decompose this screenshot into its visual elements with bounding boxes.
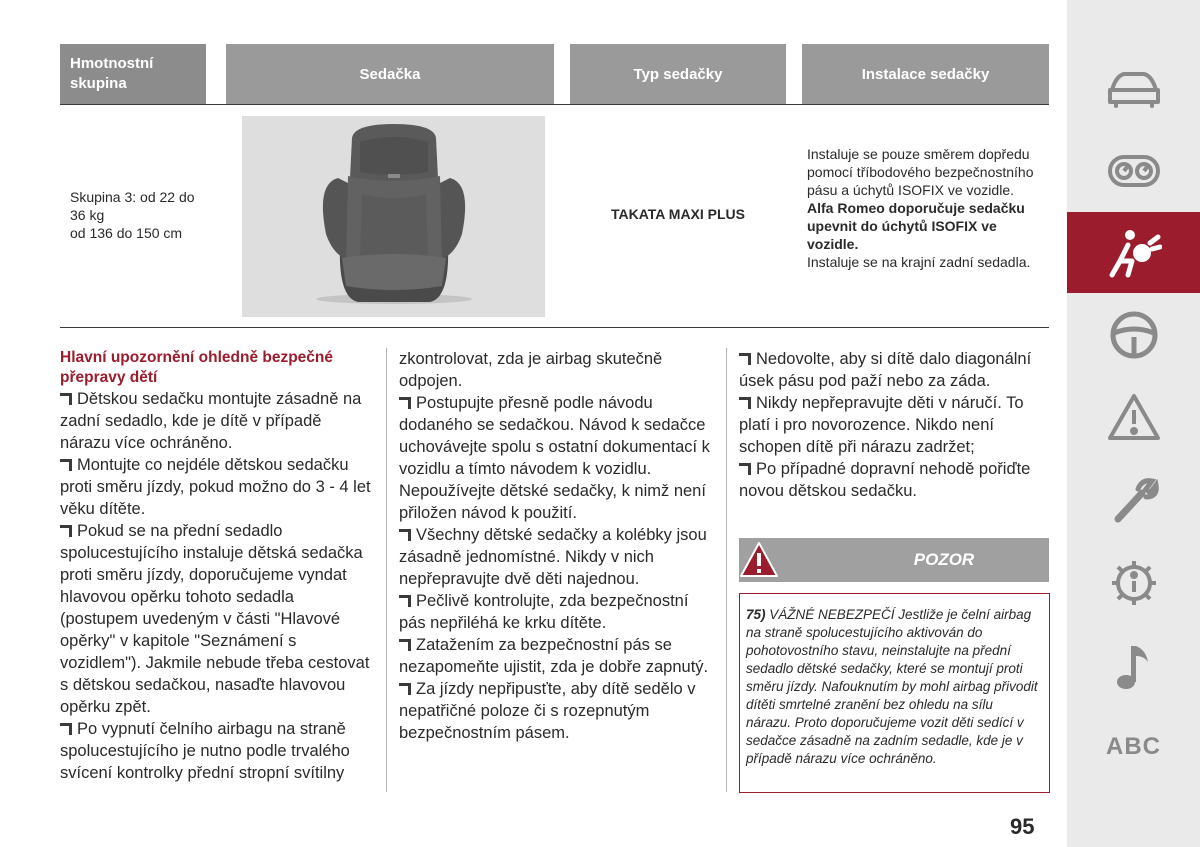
checkbox-bullet-icon	[60, 459, 72, 471]
steering-wheel-icon[interactable]	[1067, 294, 1200, 375]
bullet-paragraph: Za jízdy nepřipusťte, aby dítě sedělo v nepatřičné poloze či s rozepnutým bezpečnostním pásem.	[399, 680, 696, 742]
seat-type-cell: TAKATA MAXI PLUS	[610, 206, 746, 222]
checkbox-bullet-icon	[739, 463, 751, 475]
bullet-paragraph: Pečlivě kontrolujte, zda bezpečnostní pás nepřiléhá ke krku dítěte.	[399, 592, 689, 632]
dashboard-icon[interactable]	[1067, 130, 1200, 211]
table-header-seat	[226, 44, 554, 104]
child-seat-image	[242, 116, 545, 317]
checkbox-bullet-icon	[60, 525, 72, 537]
checkbox-bullet-icon	[399, 639, 411, 651]
table-bottom-rule	[60, 327, 1049, 328]
checkbox-bullet-icon	[399, 529, 411, 541]
warning-title: POZOR	[913, 550, 975, 569]
music-note-icon[interactable]	[1067, 625, 1200, 706]
install-recommendation: Alfa Romeo doporučuje sedačku upevnit do úchytů ISOFIX ve vozidle.	[807, 200, 1025, 252]
checkbox-bullet-icon	[60, 393, 72, 405]
warning-number: 75)	[746, 607, 766, 622]
airbag-seat-icon[interactable]	[1067, 212, 1200, 293]
header-label: Instalace sedačky	[861, 65, 990, 83]
bullet-paragraph: Nikdy nepřepravujte děti v náručí. To platí i pro novorozence. Nikdo není schopen dítě při nárazu zadržet;	[739, 394, 1024, 456]
table-header-weight-group	[60, 44, 206, 104]
bullet-paragraph: Nedovolte, aby si dítě dalo diagonální úsek pásu pod paží nebo za záda.	[739, 350, 1032, 390]
warning-triangle-icon	[739, 540, 779, 585]
bullet-paragraph: Pokud se na přední sedadlo spolucestujícího instaluje dětská sedačka proti směru jízdy, doporučujeme vyndat hlavovou opěrku tohoto sedadla (postupem uvedeným v části "Hlavové opěrky" v kapitole "Seznámení s vozidlem"). Jakmile nebude třeba cestovat s dětskou sedačkou, nasaďte hlavovou opěrku zpět.	[60, 522, 370, 716]
car-icon[interactable]	[1067, 47, 1200, 128]
index-abc-button[interactable]	[1067, 706, 1200, 787]
table-header-seat-type	[570, 44, 786, 104]
text-column-3	[739, 348, 1049, 502]
page-number: 95	[1010, 814, 1035, 839]
header-label: Sedačka	[359, 65, 421, 83]
continued-paragraph: zkontrolovat, zda je airbag skutečně odpojen.	[399, 350, 663, 390]
header-label: Hmotnostní skupina	[70, 55, 154, 92]
table-header-installation	[802, 44, 1049, 104]
checkbox-bullet-icon	[60, 723, 72, 735]
column-divider	[726, 348, 727, 792]
warning-text: VÁŽNÉ NEBEZPEČÍ Jestliže je čelní airbag na straně spolucestujícího aktivován do pohotovostního stavu, neinstalujte na přední sedadlo dětské sedačky, které se montují proti směru jízdy. Nafouknutím by mohl airbag přivodit dítěti smrtelné zranění bez ohledu na sílu nárazu. Proto doporučujeme vozit děti sedící v sedačce zásadně na zadním sedadle, kde je v případě nárazu více ochráněno.	[746, 607, 1038, 766]
bullet-paragraph: Všechny dětské sedačky a kolébky jsou zásadně jednomístné. Nikdy v nich nepřepravujte dvě děti najednou.	[399, 526, 707, 588]
warning-box	[739, 593, 1050, 793]
bullet-paragraph: Montujte co nejdéle dětskou sedačku proti směru jízdy, pokud možno do 3 - 4 let věku dítěte.	[60, 456, 371, 518]
group-line: 36 kg	[70, 207, 105, 223]
checkbox-bullet-icon	[399, 595, 411, 607]
install-outro: Instaluje se na krajní zadní sedadla.	[807, 254, 1031, 270]
installation-cell	[807, 145, 1047, 271]
warning-triangle-icon[interactable]	[1067, 376, 1200, 457]
column-divider	[386, 348, 387, 792]
weight-group-cell	[70, 188, 210, 242]
text-column-1	[60, 348, 375, 784]
bullet-paragraph: Postupujte přesně podle návodu dodaného se sedačkou. Návod k sedačce uchovávejte spolu s ostatní dokumentací k vozidlu a tímto návodem k vozidlu. Nepoužívejte dětské sedačky, k nimž není přiložen návod k použití.	[399, 394, 710, 522]
section-heading: Hlavní upozornění ohledně bezpečné přepravy dětí	[60, 349, 334, 386]
group-line: Skupina 3: od 22 do	[70, 189, 195, 205]
header-label: Typ sedačky	[633, 65, 723, 83]
bullet-paragraph: Po případné dopravní nehodě pořiďte novou dětskou sedačku.	[739, 460, 1031, 500]
gear-info-icon[interactable]	[1067, 542, 1200, 623]
warning-header-bar	[739, 538, 1049, 582]
group-line: od 136 do 150 cm	[70, 225, 183, 241]
bullet-paragraph: Dětskou sedačku montujte zásadně na zadní sedadlo, kde je dítě v případě nárazu více ochráněno.	[60, 390, 362, 452]
chapter-sidebar	[1067, 0, 1200, 847]
checkbox-bullet-icon	[399, 397, 411, 409]
abc-label: ABC	[1106, 732, 1161, 760]
checkbox-bullet-icon	[739, 353, 751, 365]
bullet-paragraph: Po vypnutí čelního airbagu na straně spolucestujícího je nutno podle trvalého svícení kontrolky přední stropní svítilny	[60, 720, 350, 782]
text-column-2	[399, 348, 717, 744]
table-top-rule	[60, 104, 1049, 105]
install-intro: Instaluje se pouze směrem dopředu pomocí tříbodového bezpečnostního pásu a úchytů ISOFIX ve vozidle.	[807, 146, 1034, 198]
wrench-icon[interactable]	[1067, 460, 1200, 541]
checkbox-bullet-icon	[739, 397, 751, 409]
checkbox-bullet-icon	[399, 683, 411, 695]
bullet-paragraph: Zatažením za bezpečnostní pás se nezapomeňte ujistit, zda je dobře zapnutý.	[399, 636, 709, 676]
